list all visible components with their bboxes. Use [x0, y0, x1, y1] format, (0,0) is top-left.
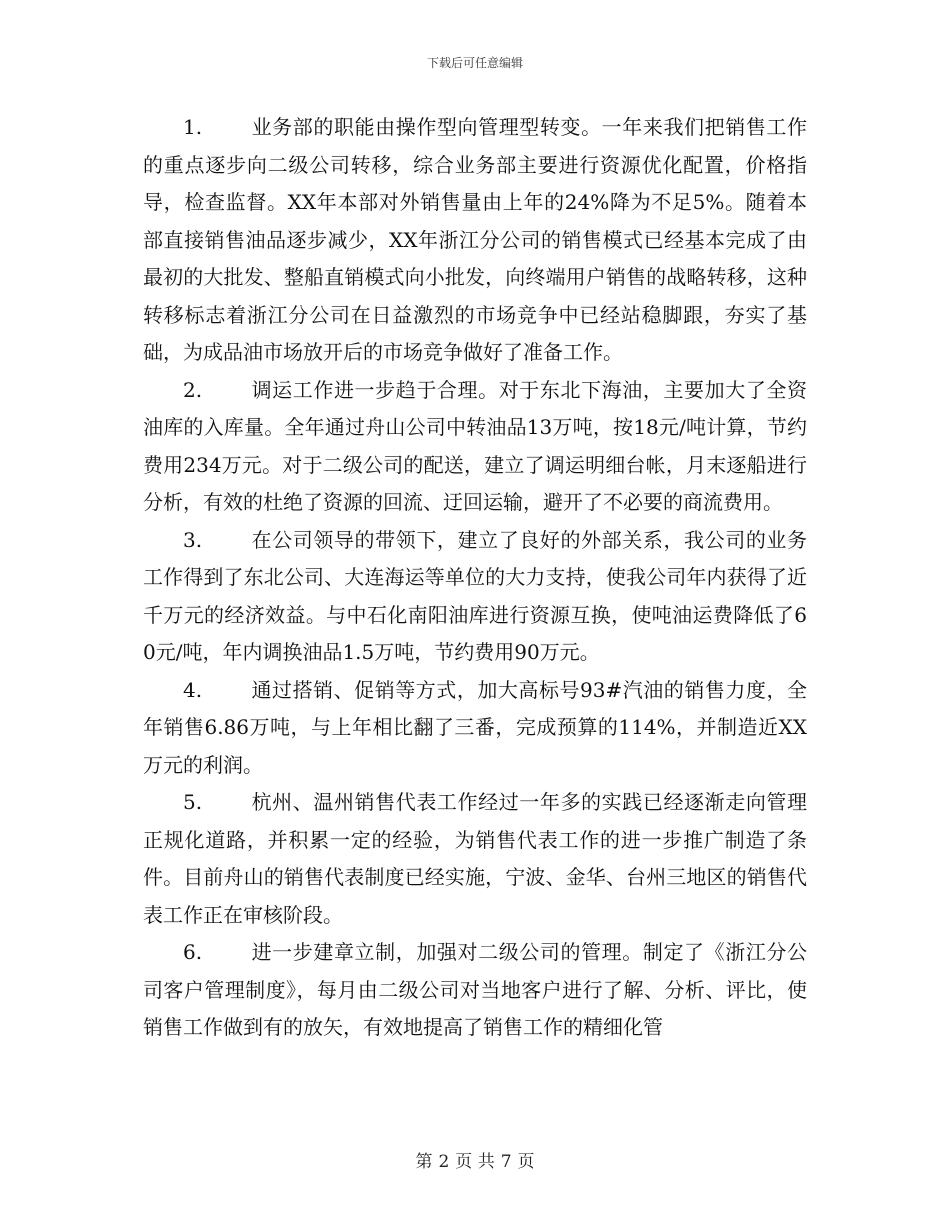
paragraph-5: [143, 784, 807, 934]
paragraph-text: 调运工作进一步趋于合理。对于东北下海油，主要加大了全资油库的入库量。全年通过舟山公司中转油品13万吨，按18元/吨计算，节约费用234万元。对于二级公司的配送，建立了调运明细台帐，月末逐船进行分析，有效的杜绝了资源的回流、迂回运输，避开了不必要的商流费用。: [143, 377, 807, 514]
paragraph-number: 5.: [183, 790, 203, 814]
paragraph-text: 通过搭销、促销等方式，加大高标号93#汽油的销售力度，全年销售6.86万吨，与上年相比翻了三番，完成预算的114%，并制造近XX万元的利润。: [143, 677, 807, 777]
paragraph-6: [143, 934, 807, 1047]
footer-total-pages: 7: [500, 1152, 512, 1172]
footer-prefix: 第: [415, 1152, 433, 1172]
paragraph-3: [143, 522, 807, 672]
paragraph-4: [143, 672, 807, 785]
document-body: [143, 109, 807, 1047]
paragraph-number: 3.: [183, 527, 203, 552]
paragraph-2: [143, 372, 807, 522]
paragraph-text: 进一步建章立制，加强对二级公司的管理。制定了《浙江分公司客户管理制度》，每月由二级公司对当地客户进行了解、分析、评比，使销售工作做到有的放矢，有效地提高了销售工作的精细化管: [143, 940, 807, 1039]
paragraph-text: 杭州、温州销售代表工作经过一年多的实践已经逐渐走向管理正规化道路，并积累一定的经验，为销售代表工作的进一步推广制造了条件。目前舟山的销售代表制度已经实施，宁波、金华、台州三地区的销售代表工作正在审核阶段。: [143, 790, 807, 927]
paragraph-number: 1.: [183, 115, 203, 139]
paragraph-number: 4.: [183, 677, 203, 702]
page-header-note: 下载后可任意编辑: [426, 56, 523, 70]
paragraph-text: 在公司领导的带领下，建立了良好的外部关系，我公司的业务工作得到了东北公司、大连海运等单位的大力支持，使我公司年内获得了近千万元的经济效益。与中石化南阳油库进行资源互换，使吨油运费降低了60元/吨，年内调换油品1.5万吨，节约费用90万元。: [143, 527, 807, 664]
paragraph-number: 2.: [183, 377, 203, 402]
footer-suffix: 页: [517, 1152, 535, 1172]
footer-middle: 页 共: [455, 1152, 495, 1172]
paragraph-text: 业务部的职能由操作型向管理型转变。一年来我们把销售工作的重点逐步向二级公司转移，综合业务部主要进行资源优化配置，价格指导，检查监督。XX年本部对外销售量由上年的24%降为不足5%。随着本部直接销售油品逐步减少，XX年浙江分公司的销售模式已经基本完成了由最初的大批发、整船直销模式向小批发，向终端用户销售的战略转移，这种转移标志着浙江分公司在日益激烈的市场竞争中已经站稳脚跟，夯实了基础，为成品油市场放开后的市场竞争做好了准备工作。: [143, 115, 807, 364]
footer-current-page: 2: [438, 1152, 450, 1172]
page-footer: [0, 1147, 950, 1172]
paragraph-number: 6.: [183, 940, 203, 964]
paragraph-1: [143, 109, 807, 372]
